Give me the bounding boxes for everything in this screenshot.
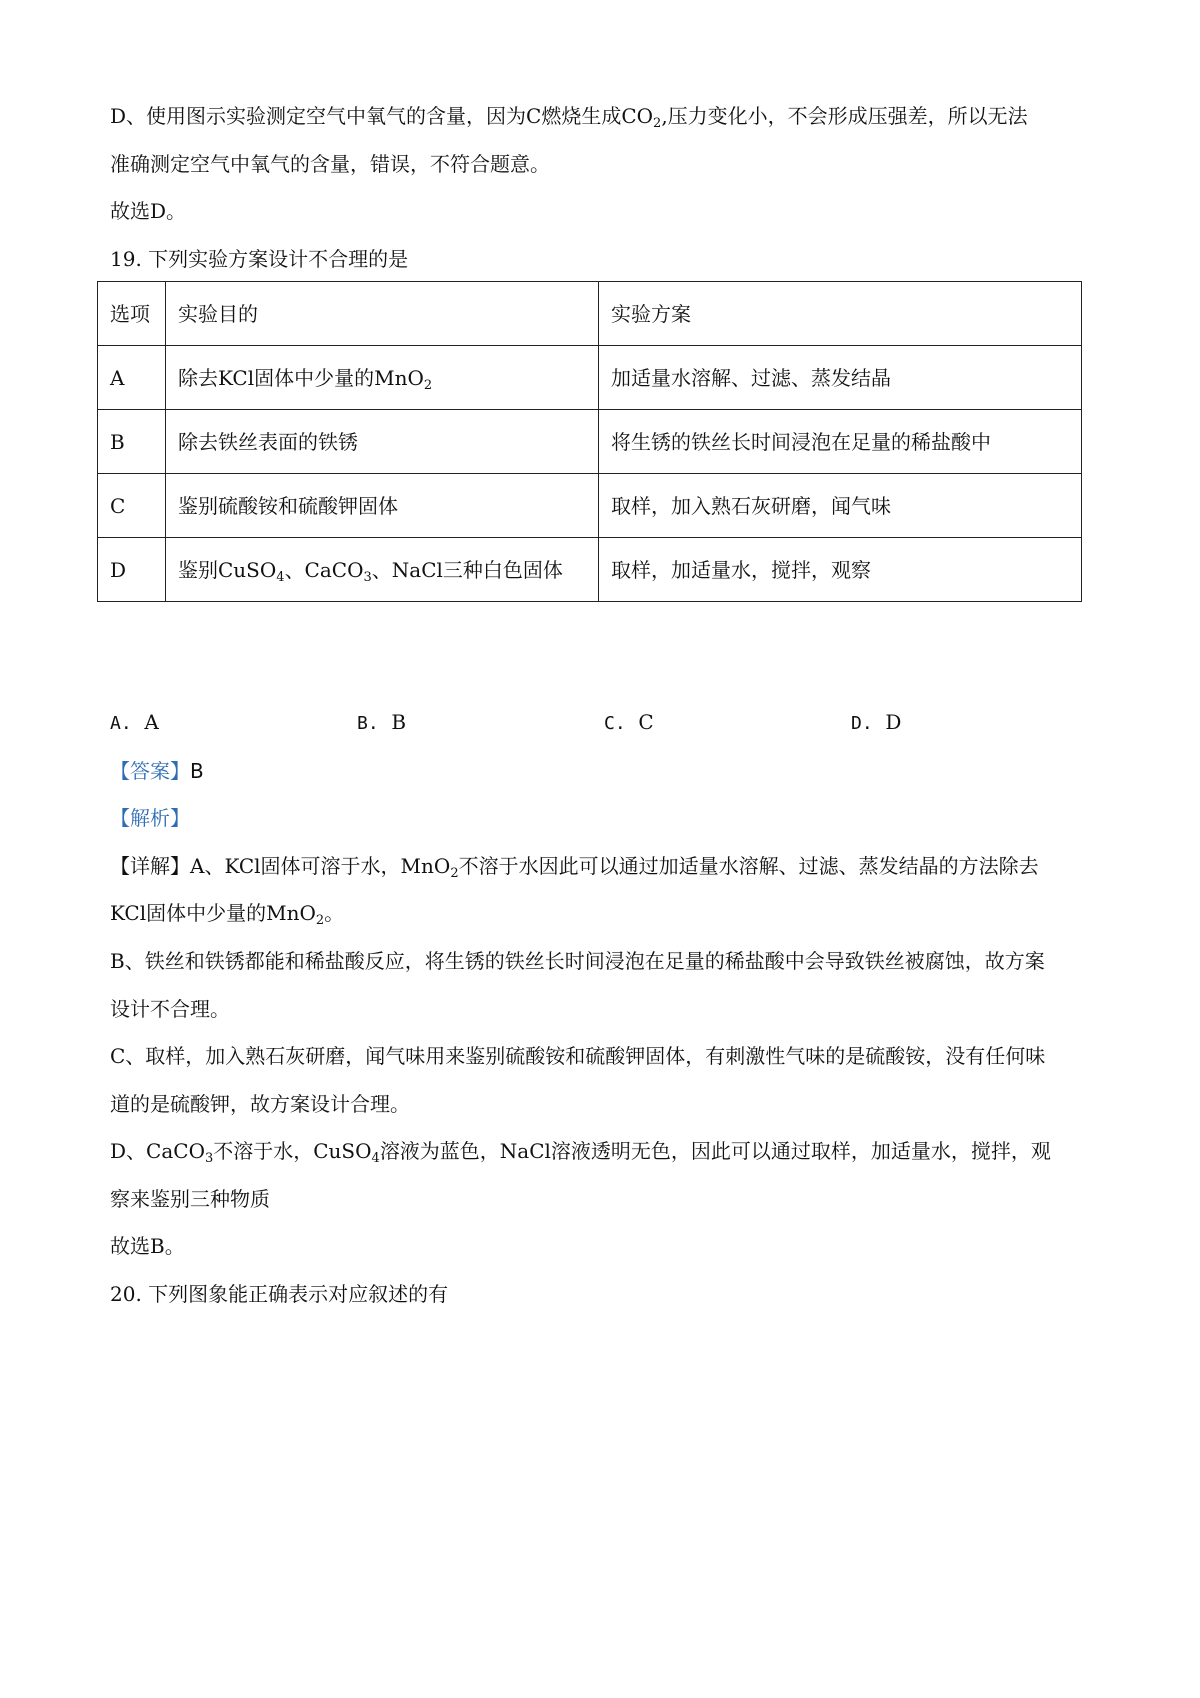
table-header-row (98, 282, 1082, 346)
table-row (98, 410, 1082, 474)
header-plan: 实验方案 (599, 282, 1082, 346)
header-option: 选项 (98, 282, 166, 346)
answer-value: B (190, 759, 204, 783)
row-plan: 取样，加适量水，搅拌，观察 (599, 538, 1082, 602)
detail-line-1 (110, 854, 1039, 881)
text-run: ,压力变化小，不会形成压强差，所以无法 (661, 104, 1028, 128)
text-run: 不溶于水，CuSO (213, 1139, 372, 1163)
b-line-1: B、铁丝和铁锈都能和稀盐酸反应，将生锈的铁丝长时间浸泡在足量的稀盐酸中会导致铁丝被腐蚀，故方案 (110, 949, 1045, 973)
text-run: 溶液为蓝色，NaCl溶液透明无色，因此可以通过取样，加适量水，搅拌，观 (379, 1139, 1051, 1163)
option-c (604, 712, 654, 733)
row-plan: 将生锈的铁丝长时间浸泡在足量的稀盐酸中 (599, 410, 1082, 474)
option-letter: D. (851, 713, 873, 734)
text-run: 【详解】A、KCl固体可溶于水，MnO (110, 854, 451, 878)
text-run: D、使用图示实验测定空气中氧气的含量，因为C燃烧生成CO (110, 104, 654, 128)
option-letter: A. (110, 713, 132, 734)
subscript: 4 (371, 1151, 380, 1166)
prev-choice: 故选D。 (110, 199, 187, 223)
text-run: 。 (324, 901, 345, 925)
option-d (851, 712, 901, 733)
subscript: 2 (653, 116, 662, 131)
detail-line-2 (110, 901, 345, 928)
row-purpose (166, 346, 599, 410)
c-line-2: 道的是硫酸钾，故方案设计合理。 (110, 1092, 410, 1116)
option-value: B (391, 710, 407, 734)
text-run: 不溶于水因此可以通过加适量水溶解、过滤、蒸发结晶的方法除去 (458, 854, 1039, 878)
c-line-1: C、取样，加入熟石灰研磨，闻气味用来鉴别硫酸铵和硫酸钾固体，有刺激性气味的是硫酸铵，没有任何味 (110, 1044, 1046, 1068)
row-option: A (98, 346, 166, 410)
question-20-title: 20. 下列图象能正确表示对应叙述的有 (110, 1282, 449, 1306)
subscript: 3 (204, 1151, 214, 1166)
option-a (110, 712, 159, 733)
answer (110, 761, 204, 781)
final-choice: 故选B。 (110, 1234, 185, 1258)
row-purpose (166, 538, 599, 602)
option-letter: B. (357, 713, 379, 734)
row-purpose: 除去铁丝表面的铁锈 (166, 410, 599, 474)
option-value: D (885, 710, 902, 734)
row-plan: 取样，加入熟石灰研磨，闻气味 (599, 474, 1082, 538)
analysis-label: 【解析】 (110, 806, 190, 830)
text-run: 、NaCl三种白色固体 (371, 557, 563, 582)
row-purpose: 鉴别硫酸铵和硫酸钾固体 (166, 474, 599, 538)
row-option: B (98, 410, 166, 474)
experiment-table (97, 281, 1082, 602)
prev-option-d-line-1 (110, 104, 1028, 131)
subscript: 3 (363, 569, 372, 585)
table-row (98, 346, 1082, 410)
header-purpose: 实验目的 (166, 282, 599, 346)
option-letter: C. (604, 713, 626, 734)
subscript: 2 (423, 377, 433, 393)
text-run: KCl固体中少量的MnO (110, 901, 316, 925)
subscript: 2 (450, 866, 459, 881)
row-plan: 加适量水溶解、过滤、蒸发结晶 (599, 346, 1082, 410)
table-row (98, 474, 1082, 538)
d-line-2: 察来鉴别三种物质 (110, 1187, 270, 1211)
row-option: C (98, 474, 166, 538)
text-run: 除去KCl固体中少量的MnO (178, 365, 424, 390)
option-b (357, 712, 406, 733)
option-value: C (638, 710, 654, 734)
prev-option-d-line-2: 准确测定空气中氧气的含量，错误，不符合题意。 (110, 152, 550, 176)
d-line-1 (110, 1139, 1051, 1166)
table-row (98, 538, 1082, 602)
question-19-title: 19. 下列实验方案设计不合理的是 (110, 247, 409, 271)
row-option: D (98, 538, 166, 602)
subscript: 2 (315, 913, 325, 928)
option-value: A (144, 710, 159, 734)
subscript: 4 (276, 569, 285, 585)
answer-label: 【答案】 (110, 759, 190, 783)
text-run: D、CaCO (110, 1139, 205, 1163)
text-run: 、CaCO (284, 557, 364, 582)
b-line-2: 设计不合理。 (110, 997, 230, 1021)
text-run: 鉴别CuSO (178, 557, 277, 582)
